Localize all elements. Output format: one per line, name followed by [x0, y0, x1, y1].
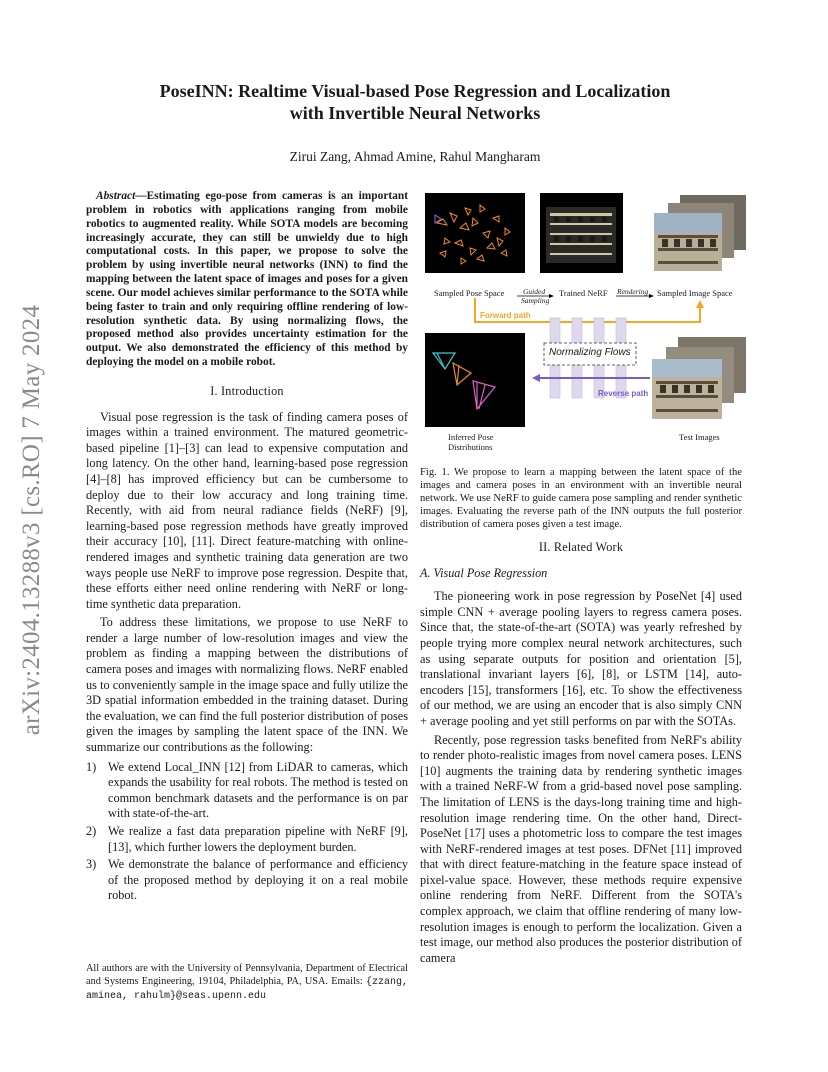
contribution-text: We demonstrate the balance of performance and efficiency of the proposed method by deploying it on a real mobile robot. [108, 857, 408, 903]
related-paragraph-2: Recently, pose regression tasks benefited from NeRF's ability to render photo-realistic images from novel camera poses. LENS [10] augments the training data by rendering synthetic images with a trained NeRF-W from a grid-based novel pose sampling. The limitation of LENS is the days-long training time and high-resolution image rendering time. On the other hand, Direct-PoseNet [17] uses a photometric loss to compare the test images with NeRF-rendered images at test poses. DFNet [11] improved that with direct feature-matching in the feature space instead of pixel-value space. However, these methods require expensive online rendering from NeRF. Different from the SOTA's complex approach, we claim that offline rendering of many low-resolution images is enough to perform the localization. Given a test image, our method also produces the posterior distribution of camera [420, 732, 742, 965]
label-test-images: Test Images [679, 432, 720, 442]
footnote-text: All authors are with the University of Pennsylvania, Department of Electrical and Systems Engineering, 19104, Philadelphia, PA, USA. Emails: [86, 963, 408, 987]
figure-1-caption: Fig. 1. We propose to learn a mapping between the latent space of the images and camera poses in an environment with an invertible neural network. We use NeRF to guide camera pose sampling and render synthetic images. Evaluating the reverse path of the INN outputs the full posterior distribution of camera poses given a test image. [420, 467, 742, 530]
contribution-number: 1) [86, 759, 97, 774]
label-inferred-line-2: Distributions [448, 442, 493, 452]
footnote-emails: {zzang, aminea, rahulm}@seas.upenn.edu [86, 977, 408, 1002]
label-sampling: Sampling [521, 296, 550, 305]
section-title-introduction: I. Introduction [210, 383, 284, 398]
paper-title [90, 80, 740, 124]
intro-paragraph-2: To address these limitations, we propose to use NeRF to render a large number of low-resolution images and view the problem as finding a mapping between the distributions of camera poses and images with normalizing flows. NeRF enabled us to conveniently sample in the image space and fully utilize the 3D spatial information embedded in the training dataset. During the evaluation, we can find the full posterior distribution of poses given the images by sampling the latent space of the INN. We summarize our contributions as the following: [86, 615, 408, 755]
right-column [420, 540, 742, 969]
title-line-2: with Invertible Neural Networks [289, 103, 541, 123]
arxiv-id: arXiv:2404.13288v3 [cs.RO] 7 May 2024 [18, 304, 45, 736]
label-rendering: Rendering [617, 287, 649, 296]
left-column [86, 190, 408, 906]
contribution-text: We extend Local_INN [12] from LiDAR to cameras, which expands the usability for real robots. The method is tested on common benchmark datasets and the performance is on par with state-of-the-art. [108, 759, 408, 821]
label-sampled-image: Sampled Image Space [657, 288, 733, 298]
label-reverse-path: Reverse path [598, 389, 649, 398]
title-line-1: PoseINN: Realtime Visual-based Pose Regression and Localization [159, 81, 671, 101]
label-guided: Guided [523, 287, 546, 296]
inferred-pose-image [425, 333, 525, 427]
label-trained-nerf: Trained NeRF [559, 288, 608, 298]
pose-distribution-graphic [425, 333, 525, 427]
arxiv-stamp [14, 285, 50, 755]
contribution-number: 3) [86, 857, 97, 872]
section-title-related-work: II. Related Work [538, 540, 624, 554]
intro-paragraph-1: Visual pose regression is the task of finding camera poses of images within a trained environment. The matured geometric-based pipeline [1]–[3] can lead to expensive computation and long latency. On the other hand, learning-based pose regression [4]–[8] has improved efficiency but can be cumbersome to deploy due to their low accuracy and long training time. Recently, with aid from neural radiance fields (NeRF) [9], learning-based pose regression methods have greatly improved their accuracy [10], [11]. Direct feature-matching with online-rendered images and synthetic training data generation are two ways people use NeRF to improve pose regression. Despite that, these efforts either need online rendering with NeRF or long-time synthetic data preparation. [86, 409, 408, 611]
label-inferred-line-1: Inferred Pose [448, 432, 494, 442]
contribution-text: We realize a fast data preparation pipeline with NeRF [9], [13], which further lowers the deployment burden. [108, 824, 408, 854]
related-paragraph-1: The pioneering work in pose regression by PoseNet [4] used simple CNN + average pooling layers to regress camera poses. Since that, the state-of-the-art (SOTA) was yearly refreshed by people trying more complex neural network architectures, such as using separate outputs for position and orientation [5], translational invariant layers [6], [8], or LSTM [14], auto-encoders [15], transformers [16], etc. To show the effectiveness of our method, we are using an encoder that is also simply CNN + average pooling and yet still performs on par with the SOTAs. [420, 589, 742, 728]
label-forward-path: Forward path [480, 311, 531, 320]
label-inferred-pose [448, 432, 494, 452]
authors: Zirui Zang, Ahmad Amine, Rahul Mangharam [289, 149, 541, 164]
label-normalizing-flows: Normalizing Flows [549, 347, 631, 358]
contribution-number: 2) [86, 824, 97, 838]
subsection-title-visual-pose: A. Visual Pose Regression [420, 565, 548, 580]
footnote [86, 962, 408, 1003]
contribution-item [86, 760, 408, 822]
abstract [86, 190, 408, 370]
abstract-text: —Estimating ego-pose from cameras is an important problem in robotics with applications ranging from mobile robotics to augmented reality. While SOTA models are becoming increasingly accurate, they can still be unwieldy due to high computational costs. In this paper, we propose to solve the problem by using invertible neural networks (INN) to find the mapping between the latent space of images and poses for a given scene. Our model achieves similar performance to the SOTA while being faster to train and only requiring offline rendering of low-resolution synthetic data. By using normalizing flows, the proposed method also provides uncertainty estimation for the output. We also demonstrated the efficiency of this method by deploying the model on a mobile robot. [86, 190, 408, 369]
contribution-item [86, 824, 408, 855]
figure-1 [420, 190, 750, 458]
label-sampled-pose: Sampled Pose Space [434, 288, 505, 298]
contribution-list [86, 760, 408, 904]
test-images-graphic [650, 333, 750, 427]
abstract-label: Abstract [96, 190, 136, 202]
test-images [650, 333, 750, 427]
contribution-item [86, 857, 408, 904]
